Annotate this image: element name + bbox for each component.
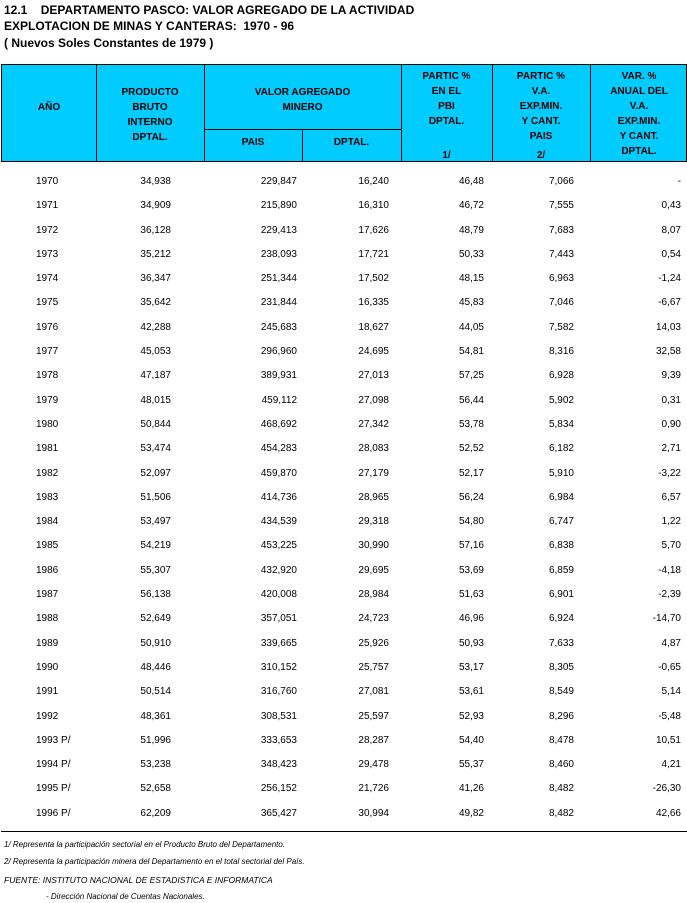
cell-pbi: 54,219 xyxy=(140,540,171,552)
cell-va-dptal: 28,965 xyxy=(358,491,389,503)
cell-part-pbi: 54,40 xyxy=(458,734,484,746)
cell-part-pbi: 53,78 xyxy=(458,418,484,430)
cell-part-va: 6,859 xyxy=(548,564,574,576)
table-row xyxy=(0,561,687,585)
table-row xyxy=(0,269,687,293)
cell-va-pais: 348,423 xyxy=(260,759,297,771)
cell-va-pais: 357,051 xyxy=(260,613,297,625)
cell-var: 4,87 xyxy=(661,637,681,649)
cell-year: 1989 xyxy=(36,637,59,649)
cell-va-dptal: 16,335 xyxy=(358,297,389,309)
cell-part-va: 6,747 xyxy=(548,516,574,528)
cell-var: 32,58 xyxy=(655,346,681,358)
cell-pbi: 34,909 xyxy=(140,200,171,212)
cell-var: 9,39 xyxy=(661,370,681,382)
cell-var: 0,43 xyxy=(661,200,681,212)
table-body xyxy=(0,172,687,828)
cell-var: 14,03 xyxy=(655,321,681,333)
table-row xyxy=(0,196,687,220)
cell-part-va: 7,582 xyxy=(548,321,574,333)
cell-va-dptal: 27,013 xyxy=(358,370,389,382)
table-row xyxy=(0,245,687,269)
cell-va-pais: 453,225 xyxy=(260,540,297,552)
table-row xyxy=(0,221,687,245)
header-pbi: PRODUCTO BRUTO INTERNO DPTAL. xyxy=(121,87,179,143)
cell-part-va: 7,443 xyxy=(548,248,574,260)
cell-year: 1979 xyxy=(36,394,59,406)
cell-year: 1974 xyxy=(36,273,59,285)
cell-pbi: 36,347 xyxy=(140,273,171,285)
header-var: VAR. % ANUAL DEL V.A. EXP.MIN. Y CANT. DPTAL. xyxy=(610,71,668,157)
cell-pbi: 35,642 xyxy=(140,297,171,309)
cell-year: 1990 xyxy=(36,661,59,673)
cell-pbi: 52,649 xyxy=(140,613,171,625)
table-row xyxy=(0,707,687,731)
cell-va-dptal: 25,757 xyxy=(358,661,389,673)
cell-pbi: 56,138 xyxy=(140,589,171,601)
cell-va-dptal: 29,318 xyxy=(358,516,389,528)
cell-va-pais: 389,931 xyxy=(260,370,297,382)
cell-va-pais: 420,008 xyxy=(260,589,297,601)
table-row xyxy=(0,609,687,633)
cell-va-dptal: 30,990 xyxy=(358,540,389,552)
cell-pbi: 52,097 xyxy=(140,467,171,479)
header-va-group: VALOR AGREGADO MINERO xyxy=(254,87,351,113)
cell-var: -6,67 xyxy=(658,297,681,309)
header-note-1: 1/ xyxy=(442,150,451,161)
cell-var: -5,48 xyxy=(658,710,681,722)
cell-va-pais: 432,920 xyxy=(260,564,297,576)
cell-part-va: 7,046 xyxy=(548,297,574,309)
cell-va-dptal: 30,994 xyxy=(358,807,389,819)
cell-part-va: 6,838 xyxy=(548,540,574,552)
cell-year: 1970 xyxy=(36,176,59,187)
cell-pbi: 55,307 xyxy=(140,564,171,576)
table-row xyxy=(0,779,687,803)
cell-year: 1977 xyxy=(36,346,59,358)
cell-part-va: 8,549 xyxy=(548,686,574,698)
table-row xyxy=(0,342,687,366)
cell-var: -0,65 xyxy=(658,661,681,673)
cell-year: 1987 xyxy=(36,589,59,601)
cell-part-pbi: 52,17 xyxy=(458,467,484,479)
cell-part-va: 8,316 xyxy=(548,346,574,358)
cell-va-dptal: 27,179 xyxy=(358,467,389,479)
table-row xyxy=(0,755,687,779)
cell-part-va: 6,901 xyxy=(548,589,574,601)
cell-part-pbi: 56,24 xyxy=(458,491,484,503)
cell-year: 1995 P/ xyxy=(36,783,71,795)
cell-part-va: 7,683 xyxy=(548,224,574,236)
cell-va-pais: 238,093 xyxy=(260,248,297,260)
cell-year: 1973 xyxy=(36,248,59,260)
cell-pbi: 53,497 xyxy=(140,516,171,528)
cell-year: 1993 P/ xyxy=(36,734,71,746)
cell-part-va: 6,984 xyxy=(548,491,574,503)
cell-va-pais: 215,890 xyxy=(260,200,297,212)
cell-va-dptal: 28,083 xyxy=(358,443,389,455)
cell-part-pbi: 46,96 xyxy=(458,613,484,625)
cell-part-pbi: 46,72 xyxy=(458,200,484,212)
cell-year: 1980 xyxy=(36,418,59,430)
table-row xyxy=(0,366,687,390)
cell-part-va: 8,460 xyxy=(548,759,574,771)
table-row xyxy=(0,731,687,755)
cell-part-pbi: 53,17 xyxy=(458,661,484,673)
cell-part-va: 8,478 xyxy=(548,734,574,746)
table-row xyxy=(0,439,687,463)
cell-var: 42,66 xyxy=(655,807,681,819)
table-row xyxy=(0,391,687,415)
cell-va-dptal: 17,721 xyxy=(358,248,389,260)
cell-part-pbi: 41,26 xyxy=(458,783,484,795)
cell-year: 1986 xyxy=(36,564,59,576)
cell-part-pbi: 46,48 xyxy=(458,176,484,187)
footnote-2: 2/ Representa la participación minera del Departamento en el total sectorial del País. xyxy=(4,857,305,866)
cell-part-va: 6,924 xyxy=(548,613,574,625)
cell-var: 0,90 xyxy=(661,418,681,430)
cell-va-pais: 414,736 xyxy=(260,491,297,503)
cell-va-dptal: 25,926 xyxy=(358,637,389,649)
cell-pbi: 45,053 xyxy=(140,346,171,358)
row-divider xyxy=(204,129,401,130)
cell-var: 4,21 xyxy=(661,759,681,771)
cell-year: 1975 xyxy=(36,297,59,309)
cell-va-dptal: 17,502 xyxy=(358,273,389,285)
cell-part-va: 8,305 xyxy=(548,661,574,673)
cell-va-pais: 316,760 xyxy=(260,686,297,698)
cell-part-pbi: 57,25 xyxy=(458,370,484,382)
cell-var: 0,31 xyxy=(661,394,681,406)
cell-part-pbi: 52,52 xyxy=(458,443,484,455)
header-va-pais: PAIS xyxy=(241,137,265,148)
cell-part-va: 5,910 xyxy=(548,467,574,479)
cell-va-pais: 468,692 xyxy=(260,418,297,430)
header-va-dptal: DPTAL. xyxy=(333,137,370,148)
cell-pbi: 53,238 xyxy=(140,759,171,771)
cell-pbi: 50,514 xyxy=(140,686,171,698)
table-row xyxy=(0,318,687,342)
table-row xyxy=(0,682,687,706)
cell-va-dptal: 28,984 xyxy=(358,589,389,601)
cell-part-va: 7,633 xyxy=(548,637,574,649)
cell-part-va: 6,963 xyxy=(548,273,574,285)
cell-part-pbi: 50,93 xyxy=(458,637,484,649)
cell-part-pbi: 45,83 xyxy=(458,297,484,309)
cell-pbi: 52,658 xyxy=(140,783,171,795)
cell-va-pais: 256,152 xyxy=(260,783,297,795)
cell-va-pais: 454,283 xyxy=(260,443,297,455)
cell-va-pais: 459,112 xyxy=(261,394,297,406)
cell-va-dptal: 27,098 xyxy=(358,394,389,406)
cell-va-pais: 308,531 xyxy=(260,710,297,722)
cell-year: 1971 xyxy=(36,200,59,212)
cell-year: 1988 xyxy=(36,613,59,625)
cell-var: - xyxy=(677,176,681,187)
table-row xyxy=(0,585,687,609)
cell-year: 1972 xyxy=(36,224,59,236)
table-row xyxy=(0,293,687,317)
cell-pbi: 42,288 xyxy=(140,321,171,333)
cell-va-pais: 296,960 xyxy=(260,346,297,358)
cell-pbi: 34,938 xyxy=(140,176,171,187)
cell-va-pais: 339,665 xyxy=(260,637,297,649)
cell-var: 1,22 xyxy=(661,516,681,528)
cell-pbi: 48,446 xyxy=(140,661,171,673)
header-part-va: PARTIC % V.A. EXP.MIN. Y CANT. PAIS xyxy=(516,71,566,142)
cell-part-va: 8,482 xyxy=(548,807,574,819)
table-row xyxy=(0,415,687,439)
cell-va-pais: 333,653 xyxy=(260,734,297,746)
table-header xyxy=(1,64,687,162)
cell-part-pbi: 48,79 xyxy=(458,224,484,236)
table-row xyxy=(0,536,687,560)
cell-part-pbi: 49,82 xyxy=(458,807,484,819)
cell-part-pbi: 53,61 xyxy=(458,686,484,698)
header-note-2: 2/ xyxy=(536,150,546,161)
cell-part-va: 6,182 xyxy=(548,443,574,455)
cell-va-pais: 365,427 xyxy=(260,807,297,819)
cell-year: 1985 xyxy=(36,540,59,552)
table-row xyxy=(0,634,687,658)
cell-pbi: 35,212 xyxy=(140,248,171,260)
table-row xyxy=(0,488,687,512)
cell-year: 1983 xyxy=(36,491,59,503)
cell-year: 1978 xyxy=(36,370,59,382)
cell-va-pais: 229,847 xyxy=(260,176,297,187)
cell-part-pbi: 53,69 xyxy=(458,564,484,576)
cell-year: 1981 xyxy=(36,443,59,455)
cell-year: 1992 xyxy=(36,710,59,722)
cell-part-pbi: 54,80 xyxy=(458,516,484,528)
cell-part-pbi: 50,33 xyxy=(458,248,484,260)
cell-pbi: 53,474 xyxy=(140,443,171,455)
cell-part-pbi: 57,16 xyxy=(458,540,484,552)
cell-part-va: 5,834 xyxy=(548,418,574,430)
cell-va-dptal: 17,626 xyxy=(358,224,389,236)
cell-var: -4,18 xyxy=(658,564,681,576)
cell-var: 10,51 xyxy=(655,734,681,746)
cell-var: 8,07 xyxy=(661,224,681,236)
cell-part-pbi: 51,63 xyxy=(458,589,484,601)
cell-var: -26,30 xyxy=(652,783,681,795)
cell-va-dptal: 27,342 xyxy=(358,418,389,430)
footnote-1: 1/ Representa la participación sectorial en el Producto Bruto del Departamento. xyxy=(4,840,286,849)
cell-pbi: 50,910 xyxy=(140,637,171,649)
cell-va-pais: 231,844 xyxy=(260,297,297,309)
cell-var: 5,14 xyxy=(661,686,681,698)
cell-pbi: 36,128 xyxy=(140,224,171,236)
cell-va-pais: 251,344 xyxy=(260,273,297,285)
cell-part-pbi: 55,37 xyxy=(458,759,484,771)
table-row xyxy=(0,172,687,196)
cell-part-pbi: 44,05 xyxy=(458,321,484,333)
table-subtitle: EXPLOTACION DE MINAS Y CANTERAS: 1970 - 96 xyxy=(4,19,295,33)
cell-var: -3,22 xyxy=(658,467,681,479)
table-row xyxy=(0,804,687,828)
cell-pbi: 47,187 xyxy=(140,370,171,382)
cell-year: 1982 xyxy=(36,467,59,479)
source-note: FUENTE: INSTITUTO NACIONAL DE ESTADISTICA E INFORMATICA xyxy=(4,875,273,885)
cell-part-va: 5,902 xyxy=(548,394,574,406)
table-row xyxy=(0,464,687,488)
cell-part-pbi: 52,93 xyxy=(458,710,484,722)
table-title: 12.1 DEPARTAMENTO PASCO: VALOR AGREGADO DE LA ACTIVIDAD xyxy=(4,3,415,17)
cell-part-va: 6,928 xyxy=(548,370,574,382)
cell-part-pbi: 56,44 xyxy=(458,394,484,406)
cell-part-pbi: 48,15 xyxy=(458,273,484,285)
table-row xyxy=(0,512,687,536)
cell-year: 1996 P/ xyxy=(36,807,71,819)
cell-var: -2,39 xyxy=(658,589,681,601)
cell-var: 6,57 xyxy=(661,491,681,503)
cell-part-va: 8,296 xyxy=(548,710,574,722)
cell-year: 1984 xyxy=(36,516,59,528)
cell-va-pais: 245,683 xyxy=(260,321,297,333)
cell-va-pais: 229,413 xyxy=(260,224,297,236)
cell-va-dptal: 16,240 xyxy=(358,176,389,187)
source-subnote: - Dirección Nacional de Cuentas Nacionales. xyxy=(46,892,205,901)
cell-va-dptal: 28,287 xyxy=(358,734,389,746)
cell-pbi: 51,996 xyxy=(140,734,171,746)
cell-va-dptal: 29,695 xyxy=(358,564,389,576)
cell-var: 2,71 xyxy=(661,443,681,455)
cell-va-dptal: 24,695 xyxy=(358,346,389,358)
table-units: ( Nuevos Soles Constantes de 1979 ) xyxy=(4,36,214,50)
cell-year: 1994 P/ xyxy=(36,759,71,771)
cell-var: 0,54 xyxy=(661,248,681,260)
cell-var: -14,70 xyxy=(652,613,681,625)
cell-pbi: 48,015 xyxy=(140,394,171,406)
cell-part-pbi: 54,81 xyxy=(458,346,484,358)
cell-var: -1,24 xyxy=(658,273,681,285)
cell-pbi: 51,506 xyxy=(140,491,171,503)
cell-va-dptal: 16,310 xyxy=(358,200,389,212)
cell-year: 1991 xyxy=(36,686,59,698)
cell-part-va: 7,555 xyxy=(548,200,574,212)
cell-va-dptal: 18,627 xyxy=(358,321,389,333)
cell-va-dptal: 24,723 xyxy=(358,613,389,625)
cell-va-pais: 310,152 xyxy=(260,661,297,673)
cell-year: 1976 xyxy=(36,321,59,333)
cell-part-va: 7,066 xyxy=(548,176,574,187)
header-year: AÑO xyxy=(37,102,61,113)
cell-pbi: 50,844 xyxy=(140,418,171,430)
cell-va-dptal: 25,597 xyxy=(358,710,389,722)
cell-va-dptal: 29,478 xyxy=(358,759,389,771)
cell-va-pais: 459,870 xyxy=(260,467,297,479)
cell-va-pais: 434,539 xyxy=(260,516,297,528)
header-part-pbi: PARTIC % EN EL PBI DPTAL. xyxy=(422,71,471,127)
table-bottom-rule xyxy=(1,831,687,832)
cell-pbi: 48,361 xyxy=(140,710,171,722)
cell-part-va: 8,482 xyxy=(548,783,574,795)
cell-var: 5,70 xyxy=(661,540,681,552)
table-row xyxy=(0,658,687,682)
cell-va-dptal: 27,081 xyxy=(358,686,389,698)
cell-pbi: 62,209 xyxy=(140,807,171,819)
cell-va-dptal: 21,726 xyxy=(358,783,389,795)
